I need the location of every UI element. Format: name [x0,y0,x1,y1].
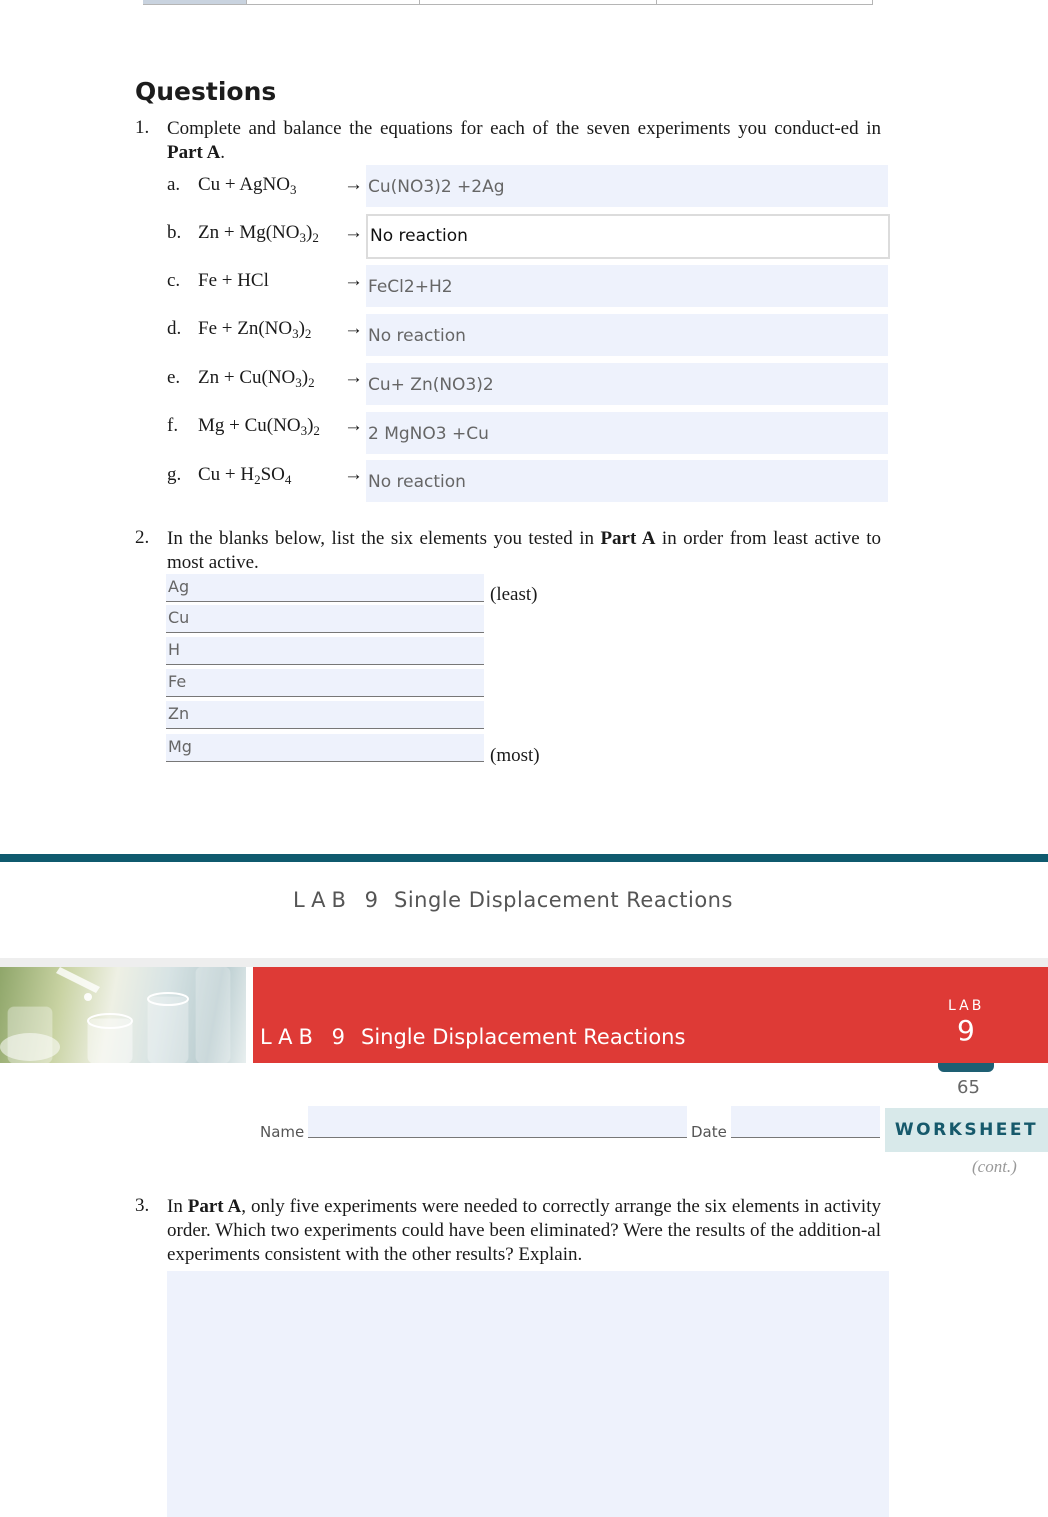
test-tubes-photo [0,967,246,1063]
name-field[interactable] [308,1106,687,1138]
arrow-icon: → [344,270,363,291]
eq-formula-d: $Fe + Zn(NO_3)_2$ [198,318,312,341]
eq-letter-b: b. [167,222,182,243]
q3-number: 3. [135,1195,150,1216]
eq-formula-e: $Zn + Cu(NO_3)_2$ [198,367,315,390]
order-blank-1[interactable]: Ag [166,574,484,602]
eq-letter-f: f. [167,415,179,436]
arrow-icon: → [344,318,363,339]
answer-field-a[interactable]: Cu(NO3)2 +2Ag [366,165,888,207]
order-blank-4[interactable]: Fe [166,669,484,697]
name-label: Name [260,1123,305,1141]
lab-badge-tab [938,1063,994,1072]
date-label: Date [691,1123,727,1141]
most-label: (most) [490,745,540,766]
eq-formula-a: Cu + AgNO$_3$ [198,174,297,197]
page-number: 65 [957,1077,980,1098]
lab-badge-label: LAB [948,998,985,1014]
eq-letter-a: a. [167,174,181,195]
q1-text: Complete and balance the equations for each of the seven experiments you conduct-ed in Part A. [167,118,881,163]
answer-field-d[interactable]: No reaction [366,314,888,356]
eq-letter-d: d. [167,318,182,339]
q2-text: In the blanks below, list the six elements you tested in Part A in order from least active to most active. [167,528,881,573]
order-blank-6[interactable]: Mg [166,734,484,762]
answer-field-b[interactable]: No reaction [366,214,890,259]
eq-formula-b: $Zn + Mg(NO_3)_2$ [198,222,319,245]
q3-answer-field[interactable] [167,1271,889,1517]
previous-table-edge [143,0,873,5]
arrow-icon: → [344,415,363,436]
answer-field-e[interactable]: Cu+ Zn(NO3)2 [366,363,888,405]
q3-text: In Part A, only five experiments were needed to correctly arrange the six elements in activity order. Which two experiments could have been eliminated? Were the results of the addition-al experiments consistent with the other results? Explain. [167,1196,881,1265]
lab-header-title: LAB 9 Single Displacement Reactions [260,1025,686,1049]
footer-title: LAB 9 Single Displacement Reactions [293,888,733,912]
order-blank-3[interactable]: H [166,637,484,665]
q1-number: 1. [135,117,150,138]
arrow-icon: → [344,174,363,195]
arrow-icon: → [344,367,363,388]
footer-rule [0,854,1048,862]
order-blank-2[interactable]: Cu [166,605,484,633]
eq-formula-f: $Mg + Cu(NO_3)_2$ [198,415,320,438]
answer-field-c[interactable]: FeCl2+H2 [366,265,888,307]
answer-field-g[interactable]: No reaction [366,460,888,502]
eq-formula-c: Fe + HCl [198,270,269,291]
eq-letter-e: e. [167,367,181,388]
worksheet-tag: WORKSHEET [885,1108,1048,1152]
questions-heading: Questions [135,77,277,106]
arrow-icon: → [344,222,363,243]
eq-letter-g: g. [167,464,182,485]
order-blank-5[interactable]: Zn [166,701,484,729]
date-field[interactable] [731,1106,880,1138]
continued-label: (cont.) [972,1157,1017,1176]
q2-number: 2. [135,527,150,548]
eq-letter-c: c. [167,270,181,291]
lab-badge-number: 9 [957,1014,975,1047]
arrow-icon: → [344,464,363,485]
answer-field-f[interactable]: 2 MgNO3 +Cu [366,412,888,454]
least-label: (least) [490,584,538,605]
page-gap [0,958,1048,967]
eq-formula-g: $Cu + H_2SO_4$ [198,464,292,487]
